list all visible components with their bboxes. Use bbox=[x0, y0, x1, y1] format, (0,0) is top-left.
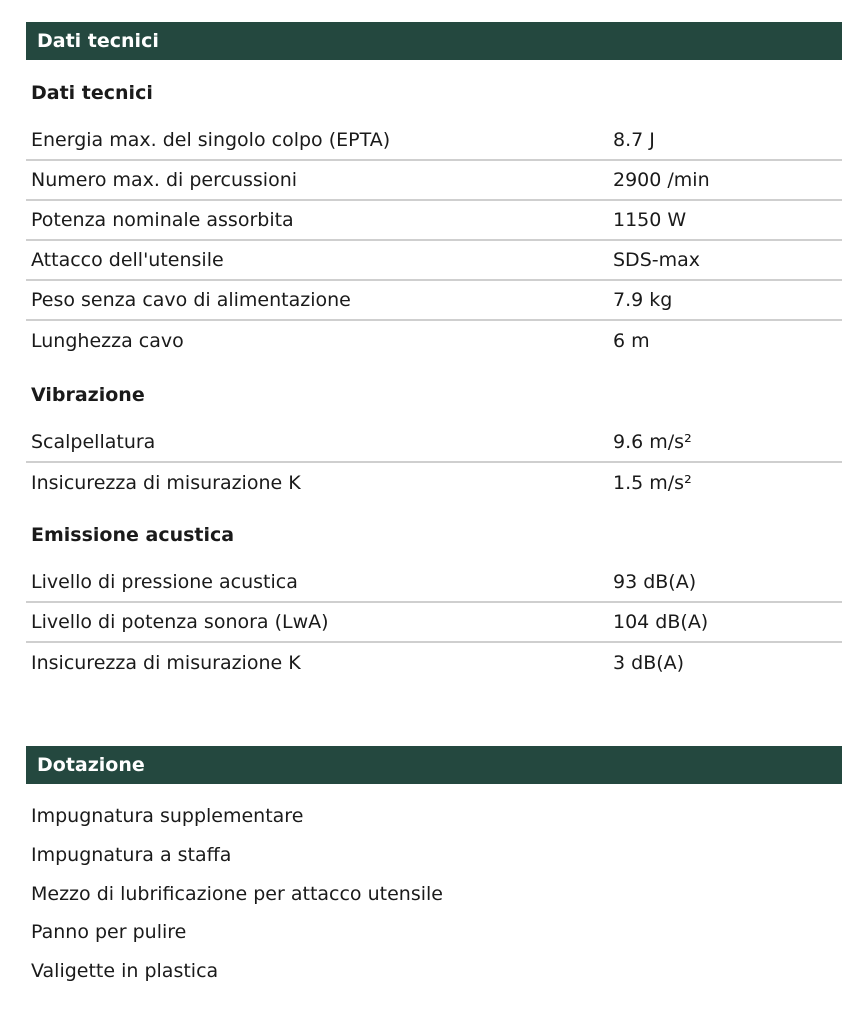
spec-row bbox=[26, 121, 842, 161]
equipment-section-header bbox=[26, 746, 842, 784]
spec-value: SDS-max bbox=[613, 249, 701, 271]
equipment-section-header-label: Dotazione bbox=[37, 754, 145, 776]
spec-label: Livello di pressione acustica bbox=[31, 571, 298, 593]
spec-value: 2900 /min bbox=[613, 169, 710, 191]
spec-value: 7.9 kg bbox=[613, 289, 673, 311]
group-heading-general: Dati tecnici bbox=[31, 82, 153, 104]
spec-row bbox=[26, 321, 842, 361]
spec-row bbox=[26, 463, 842, 503]
spec-row bbox=[26, 423, 842, 463]
spec-label: Insicurezza di misurazione K bbox=[31, 472, 301, 494]
group-heading-vibration: Vibrazione bbox=[31, 384, 145, 406]
spec-row bbox=[26, 241, 842, 281]
spec-value: 6 m bbox=[613, 330, 650, 352]
spec-label: Peso senza cavo di alimentazione bbox=[31, 289, 351, 311]
tech-section-header bbox=[26, 22, 842, 60]
tech-section-header-label: Dati tecnici bbox=[37, 30, 159, 52]
spec-label: Lunghezza cavo bbox=[31, 330, 184, 352]
spec-table-general bbox=[26, 121, 842, 361]
spec-value: 9.6 m/s² bbox=[613, 431, 692, 453]
spec-row bbox=[26, 161, 842, 201]
list-item: Mezzo di lubrificazione per attacco utensile bbox=[31, 882, 443, 905]
spec-value: 1150 W bbox=[613, 209, 687, 231]
spec-label: Numero max. di percussioni bbox=[31, 169, 298, 191]
spec-row bbox=[26, 563, 842, 603]
spec-table-vibration bbox=[26, 423, 842, 503]
list-item: Impugnatura a staffa bbox=[31, 844, 232, 867]
spec-value: 104 dB(A) bbox=[613, 611, 709, 633]
spec-row bbox=[26, 201, 842, 241]
spec-label: Attacco dell'utensile bbox=[31, 249, 224, 271]
spec-row bbox=[26, 603, 842, 643]
list-item: Valigette in plastica bbox=[31, 960, 219, 983]
list-item: Impugnatura supplementare bbox=[31, 805, 304, 828]
spec-label: Scalpellatura bbox=[31, 431, 156, 453]
list-item: Panno per pulire bbox=[31, 921, 187, 944]
spec-value: 93 dB(A) bbox=[613, 571, 697, 593]
spec-label: Potenza nominale assorbita bbox=[31, 209, 294, 231]
spec-label: Livello di potenza sonora (LwA) bbox=[31, 611, 329, 633]
spec-row bbox=[26, 643, 842, 683]
spec-value: 3 dB(A) bbox=[613, 652, 685, 674]
spec-label: Energia max. del singolo colpo (EPTA) bbox=[31, 129, 391, 151]
spec-label: Insicurezza di misurazione K bbox=[31, 652, 301, 674]
group-heading-acoustic: Emissione acustica bbox=[31, 524, 235, 546]
spec-row bbox=[26, 281, 842, 321]
equipment-list bbox=[31, 797, 443, 990]
spec-value: 8.7 J bbox=[613, 129, 655, 151]
spec-value: 1.5 m/s² bbox=[613, 472, 692, 494]
spec-table-acoustic bbox=[26, 563, 842, 683]
